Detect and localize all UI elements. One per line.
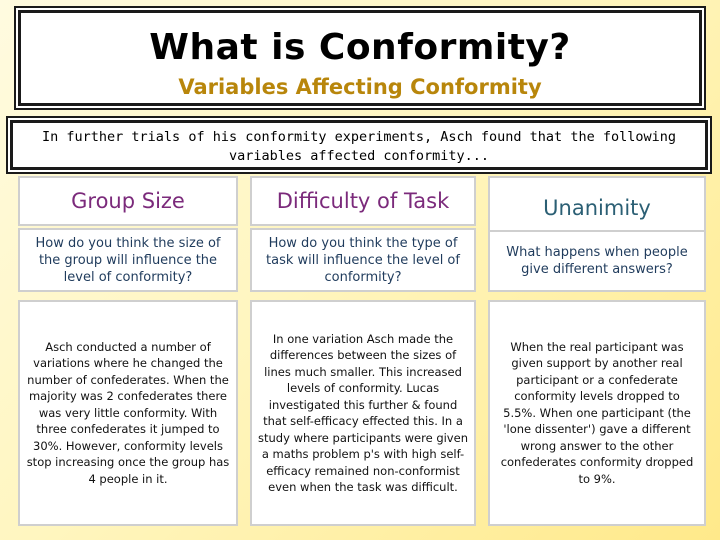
card-group-size-answer — [18, 300, 238, 526]
card-difficulty-question — [250, 228, 476, 292]
slide-title: What is Conformity? — [149, 27, 571, 68]
question-difficulty-of-task: How do you think the type of task will influence the level of conformity? — [266, 235, 460, 285]
title-box — [18, 10, 702, 106]
answer-unanimity: When the real participant was given support by another real participant or a confederate conformity levels dropped to 5.5%. When one participant (the 'lone dissenter') gave a different wrong answer to the other confederates conformity dropped to 9%. — [500, 339, 694, 486]
card-difficulty-answer — [250, 300, 476, 526]
slide-subtitle: Variables Affecting Conformity — [178, 75, 542, 99]
answer-difficulty-of-task: In one variation Asch made the differences between the sizes of lines much smaller. This increased levels of conformity. Lucas investigated this further & found that self-efficacy effected this. In a study where participants were given a maths problem p's with high self-efficacy remained non-conformist even when the task was difficult. — [258, 331, 468, 494]
card-group-size-heading — [18, 176, 238, 226]
heading-difficulty-of-task: Difficulty of Task — [276, 189, 450, 213]
answer-group-size: Asch conducted a number of variations where he changed the number of confederates. When the majority was 2 confederates there was very little conformity. With three confederates it jumped to 30%. However, conformity levels stop increasing once the group has 4 people in it. — [26, 339, 230, 486]
intro-box — [10, 120, 708, 170]
question-group-size: How do you think the size of the group will influence the level of conformity? — [35, 235, 221, 285]
card-group-size-question — [18, 228, 238, 292]
card-difficulty-heading — [250, 176, 476, 226]
heading-unanimity: Unanimity — [543, 196, 651, 220]
intro-text: In further trials of his conformity experiments, Asch found that the following variables affected conformity... — [42, 129, 676, 164]
card-unanimity-question — [488, 230, 706, 292]
heading-group-size: Group Size — [71, 189, 185, 213]
question-unanimity: What happens when people give different answers? — [506, 245, 688, 277]
card-unanimity-answer — [488, 300, 706, 526]
